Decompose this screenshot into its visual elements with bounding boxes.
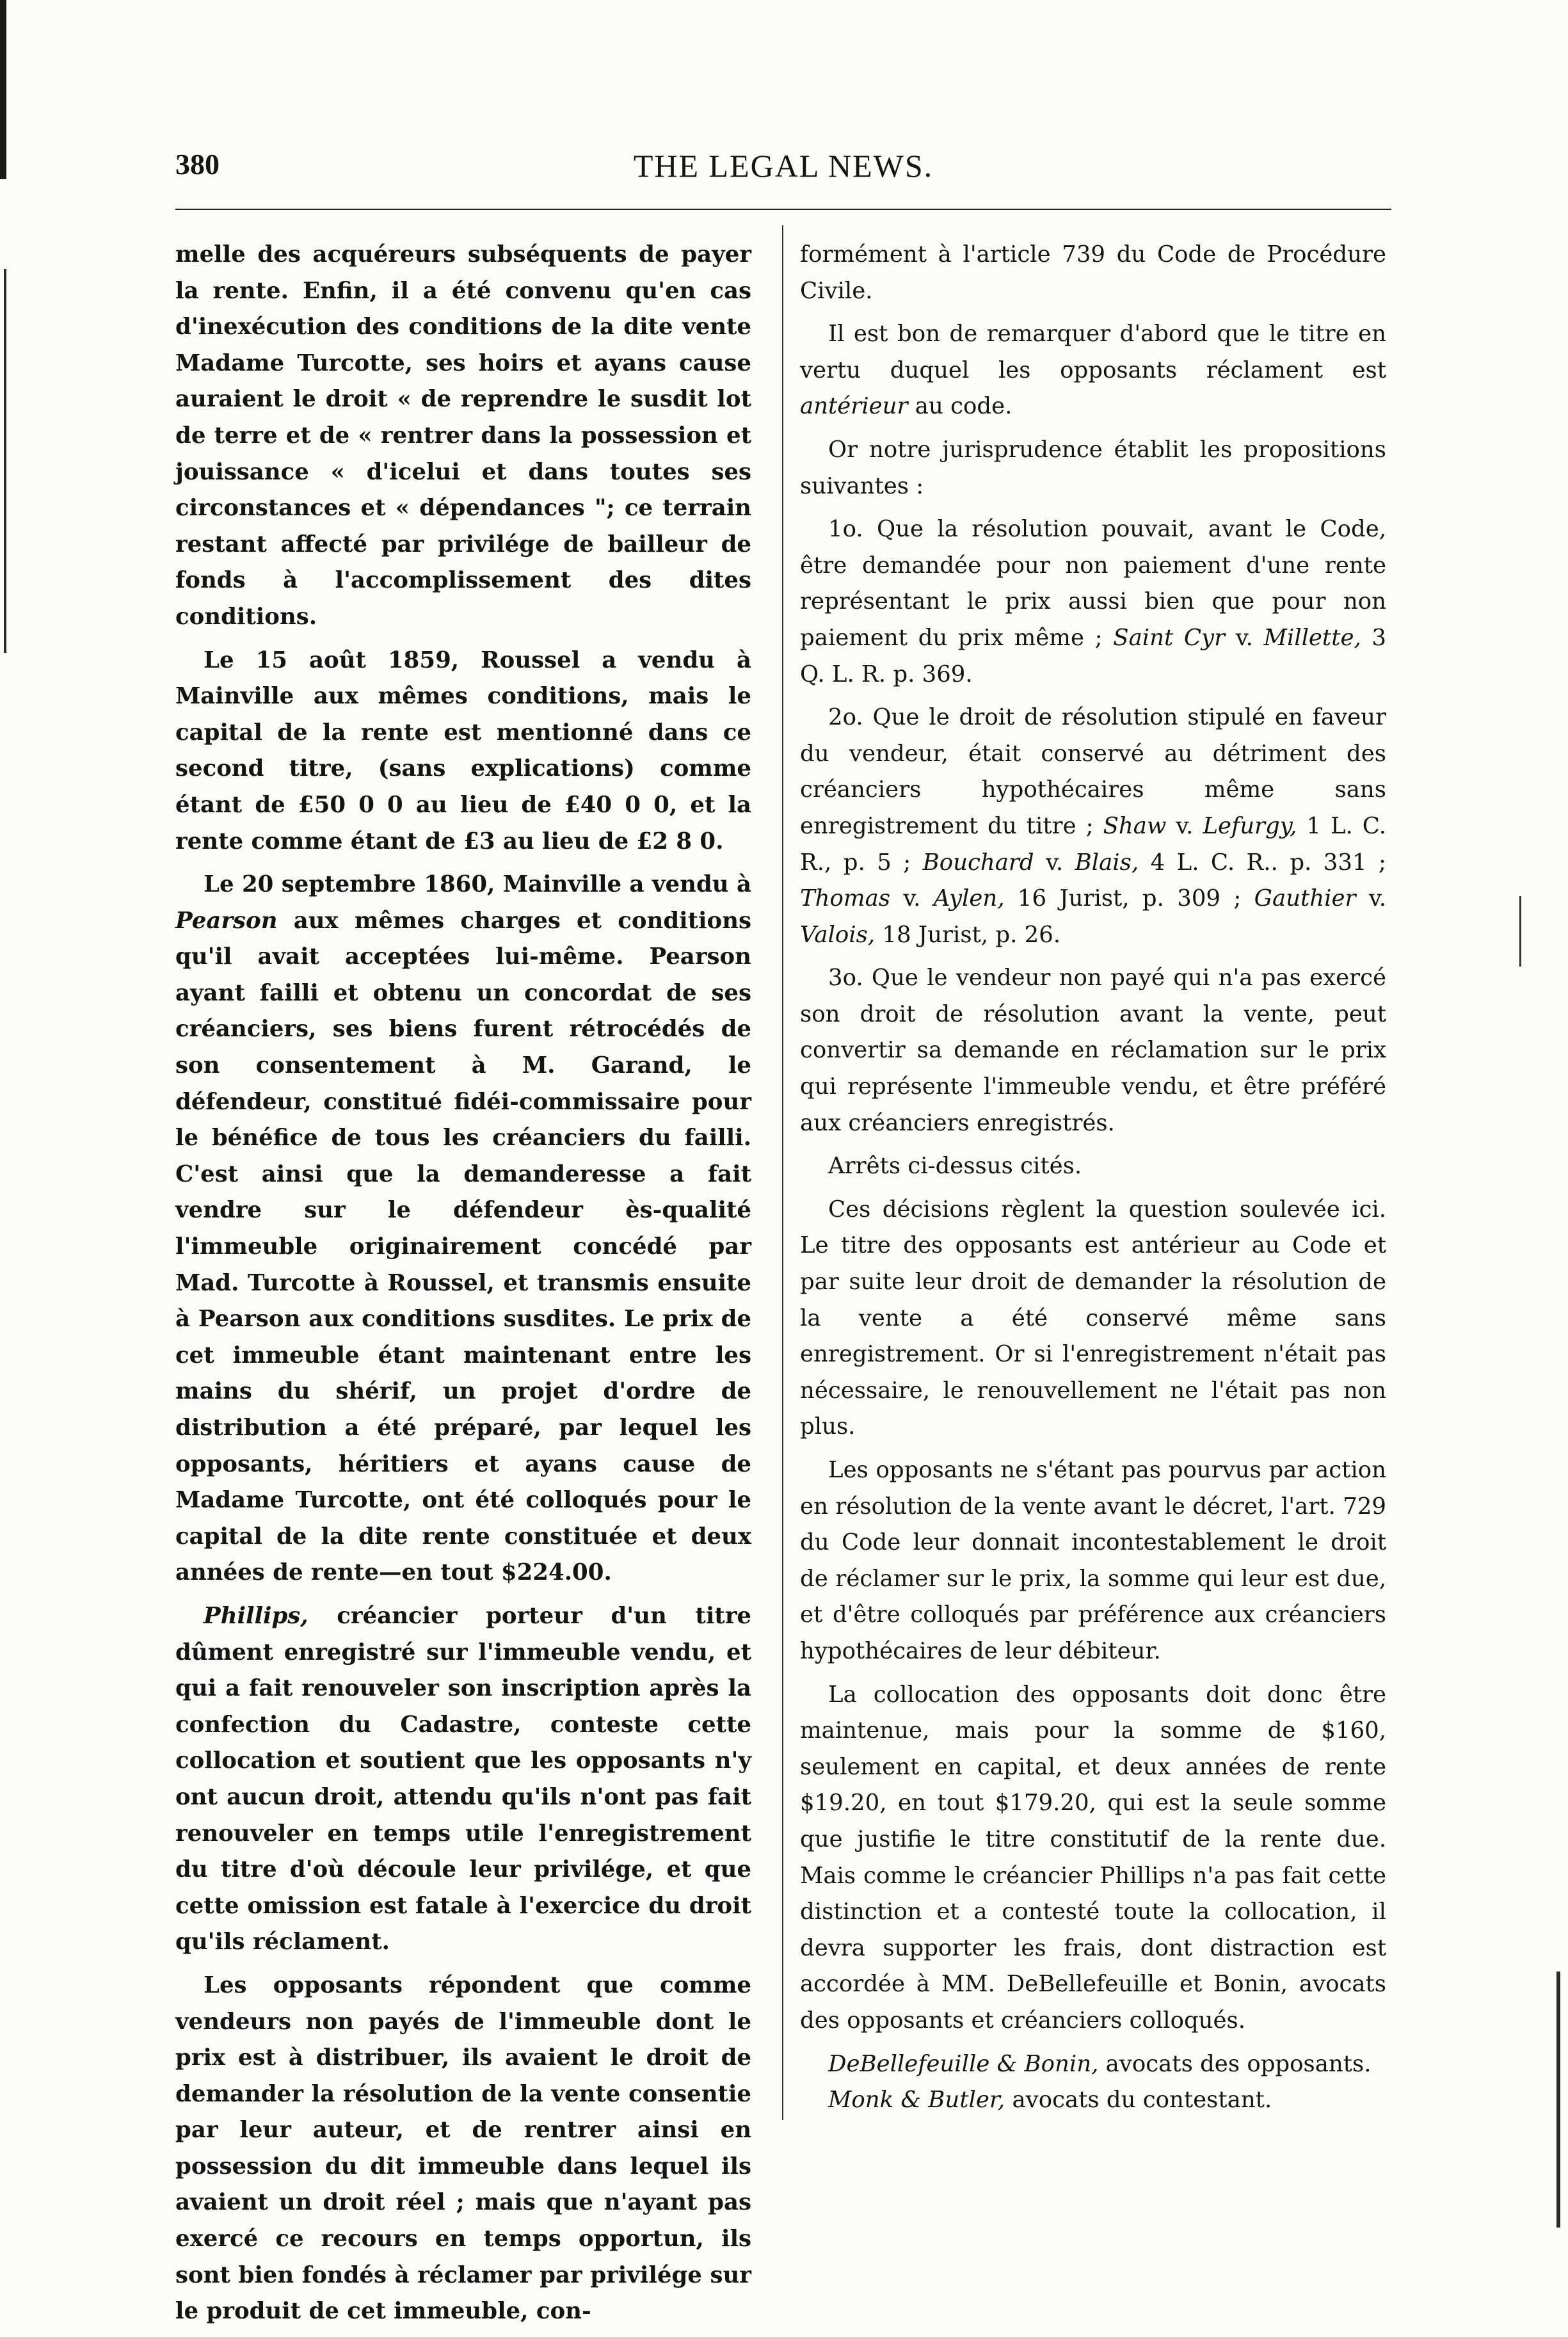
case-citation: Aylen, [933, 885, 1005, 912]
paragraph: Le 15 août 1859, Roussel a vendu à Mainville aux mêmes conditions, mais le capital de la rente est mentionné dans ce second titre, (sans explications) comme étant de £50 0 0 au lieu de £40 0 0, et la rente comme étant de £3 au lieu de £2 8 0. [175, 646, 751, 855]
paragraph [175, 1598, 751, 1961]
versus: v. [903, 885, 921, 912]
paragraph-text: 3 Q. L. R. p. 369. [800, 624, 1387, 687]
case-citation: Blais, [1075, 849, 1139, 876]
signature-line [800, 2046, 1386, 2083]
versus: v. [1046, 849, 1064, 876]
case-citation: Saint Cyr [1113, 624, 1226, 651]
paragraph [800, 316, 1386, 425]
page-number: 380 [175, 148, 220, 181]
paragraph: 3o. Que le vendeur non payé qui n'a pas exercé son droit de résolution avant la vente, peut convertir sa demande en réclamation sur le prix qui représente l'immeuble vendu, et être préféré aux créanciers enregistrés. [800, 965, 1386, 1136]
signature-line [800, 2082, 1386, 2119]
scan-edge-mark [0, 0, 6, 179]
case-citation: Bouchard [922, 849, 1034, 876]
paragraph-text: Il est bon de remarquer d'abord que le titre en vertu duquel les opposants réclament est [800, 321, 1386, 383]
reference: 1 L. C. R., p. 5 ; [800, 812, 1386, 876]
reference: 16 Jurist, p. 309 ; [1017, 885, 1242, 912]
paragraph-text: créancier porteur d'un titre dûment enregistré sur l'immeuble vendu, et qui a fait renouveler son inscription après la confection du Cadastre, conteste cette collocation et soutient que les opposants n'y ont aucun droit, attendu qu'ils n'ont pas fait renouveler en temps utile l'enregistrement du titre d'où découle leur privilége, et que cette omission est fatale à l'exercice du droit qu'ils réclament. [175, 1602, 751, 1956]
paragraph-text: aux mêmes charges et conditions qu'il avait acceptées lui-même. Pearson ayant failli et obtenu un concordat de ses créanciers, ses biens furent rétrocédés de son consentement à M. Garand, le défendeur, constitué fidéi-commissaire pour le bénéfice de tous les créanciers du failli. C'est ainsi que la demanderesse a fait vendre sur le défendeur ès-qualité l'immeuble originairement concédé par Mad. Turcotte à Roussel, et transmis ensuite à Pearson aux conditions susdites. Le prix de cet immeuble étant maintenant entre les mains du shérif, un projet d'ordre de distribution a été préparé, par lequel les opposants, héritiers et ayans cause de Madame Turcotte, ont été colloqués pour le capital de la dite rente constituée et deux années de rente—en tout $224.00. [175, 907, 751, 1586]
paragraph-text: 2o. Que le droit de résolution stipulé en faveur du vendeur, était conservé au détriment des créanciers hypothécaires même sans enregistrement du titre ; [800, 704, 1386, 839]
reference: 4 L. C. R.. p. 331 ; [1150, 849, 1386, 876]
paragraph: Ces décisions règlent la question soulevée ici. Le titre des opposants est antérieur au Code et par suite leur droit de demander la résolution de la vente a été conservé même sans enregistrement. Or si l'enregistrement n'était pas nécessaire, le renouvellement ne l'était pas non plus. [800, 1196, 1386, 1440]
paragraph: Les opposants répondent que comme vendeurs non payés de l'immeuble dont le prix est à distribuer, ils avaient le droit de demander la résolution de la vente consentie par leur auteur, et de rentrer ainsi en possession du dit immeuble dans lequel ils avaient un droit réel ; mais que n'ayant pas exercé ce recours en temps opportun, ils sont bien fondés à réclamer par privilége sur le produit de cet immeuble, con- [175, 1972, 751, 2325]
counsel-name: Monk & Butler, [828, 2087, 1005, 2114]
scan-edge-mark [4, 269, 6, 653]
case-citation: Gauthier [1254, 885, 1356, 912]
emphasis: antérieur [800, 393, 908, 420]
paragraph-text: au code. [915, 393, 1012, 420]
counsel-role: avocats du contestant. [1012, 2087, 1272, 2114]
scan-edge-mark [1519, 896, 1521, 967]
case-citation: Millette, [1263, 624, 1361, 651]
paragraph: Les opposants ne s'étant pas pourvus par action en résolution de la vente avant le décret, l'art. 729 du Code leur donnait incontestablement le droit de réclamer sur le prix, la somme qui leur est due, et d'être colloqués par préférence aux créanciers hypothécaires de leur débiteur. [800, 1457, 1386, 1664]
paragraph: La collocation des opposants doit donc être maintenue, mais pour la somme de $160, seulement en capital, et deux années de rente $19.20, en tout $179.20, qui est la seule somme que justifie le titre constitutif de la rente due. Mais comme le créancier Phillips n'a pas fait cette distinction et a contesté toute la collocation, il devra supporter les frais, dont distraction est accordée à MM. DeBellefeuille et Bonin, avocats des opposants et créanciers colloqués. [800, 1681, 1386, 2034]
case-citation: Valois, [800, 921, 876, 948]
party-name: Phillips, [204, 1602, 308, 1629]
case-citation: Shaw [1103, 812, 1167, 839]
paragraph: formément à l'article 739 du Code de Procédure Civile. [800, 241, 1386, 304]
versus: v. [1176, 812, 1194, 839]
case-citation: Lefurgy, [1203, 812, 1297, 839]
paragraph-text: 1o. Que la résolution pouvait, avant le Code, être demandée pour non paiement d'une rente représentant le prix aussi bien que pour non paiement du prix même ; [800, 516, 1386, 651]
reference: 18 Jurist, p. 26. [882, 921, 1061, 948]
column-divider [782, 225, 783, 2120]
paragraph: melle des acquéreurs subséquents de payer la rente. Enfin, il a été convenu qu'en cas d'inexécution des conditions de la dite vente Madame Turcotte, ses hoirs et ayans cause auraient le droit « de reprendre le susdit lot de terre et de « rentrer dans la possession et jouissance « d'icelui et dans toutes ses circonstances et « dépendances "; ce terrain restant affecté par privilége de bailleur de fonds à l'accomplissement des dites conditions. [175, 241, 751, 630]
running-title: THE LEGAL NEWS. [633, 148, 934, 184]
paragraph-text: Le 20 septembre 1860, Mainville a vendu à [204, 871, 751, 898]
paragraph [175, 867, 751, 1591]
versus: v. [1235, 624, 1253, 651]
counsel-role: avocats des opposants. [1105, 2050, 1372, 2077]
paragraph [800, 700, 1386, 953]
header-rule [175, 209, 1391, 210]
page-header [175, 147, 1391, 198]
paragraph [800, 511, 1386, 693]
party-name: Pearson [175, 907, 278, 934]
right-column [800, 237, 1386, 2119]
paragraph: Or notre jurisprudence établit les propositions suivantes : [800, 436, 1386, 499]
case-citation: Thomas [800, 885, 890, 912]
counsel-name: DeBellefeuille & Bonin, [828, 2050, 1099, 2077]
left-column [175, 237, 751, 2337]
scan-edge-mark [1556, 1972, 1560, 2228]
paragraph: Arrêts ci-dessus cités. [828, 1153, 1082, 1180]
versus: v. [1368, 885, 1386, 912]
